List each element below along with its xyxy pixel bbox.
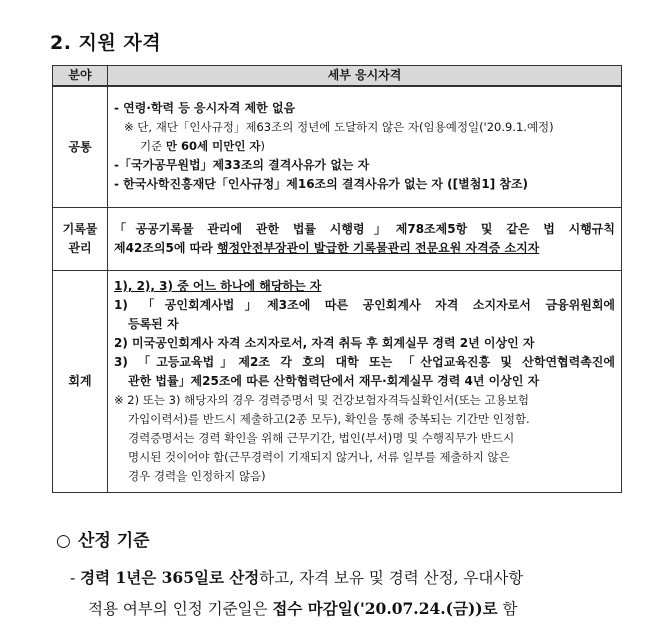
header-detail: 세부 응시자격 xyxy=(108,66,622,87)
header-category: 분야 xyxy=(53,66,108,87)
category-records-l2: 관리 xyxy=(68,241,92,255)
criteria-line-1-bold: 경력 1년은 365일로 산정 xyxy=(80,568,260,587)
criteria-line-1 xyxy=(70,566,523,588)
accounting-line-4: 2) 미국공인회계사 자격 소지자로서, 자격 취득 후 회계실무 경력 2년 이상인 자 xyxy=(114,336,535,350)
common-note-2-post: ) xyxy=(260,138,266,153)
accounting-note-4: 명시된 것이어야 함(근무경력이 기재되지 않거나, 서류 일부를 제출하지 않은 xyxy=(128,450,510,464)
category-common: 공통 xyxy=(53,86,108,208)
category-records xyxy=(53,208,108,271)
common-line-3: -「국가공무원법」제33조의 결격사유가 없는 자 xyxy=(114,157,370,172)
accounting-line-6: 관한 법률」제25조에 따른 산학협력단에서 재무·회계실무 경력 4년 이상인 자 xyxy=(128,374,540,388)
accounting-line-2: 1) 「공인회계사법」제3조에 따른 공인회계사 자격 소지자로서 금융위원회에 xyxy=(114,298,615,312)
table-row-records xyxy=(53,208,622,271)
common-note-2-pre: 기준 xyxy=(140,138,166,153)
common-note-1: ※ 단, 재단「인사규정」제63조의 정년에 도달하지 않은 자(임용예정일('20.9.1.예정) xyxy=(124,119,554,134)
category-accounting: 회계 xyxy=(53,271,108,493)
criteria-line-2-pre: 적용 여부의 인정 기준일은 xyxy=(88,600,273,618)
table-header-row xyxy=(53,66,622,87)
circle-bullet-icon: ○ xyxy=(56,531,71,551)
common-line-1: - 연령·학력 등 응시자격 제한 없음 xyxy=(114,100,296,115)
accounting-note-3: 경력증명서는 경력 확인을 위해 근무기간, 법인(부서)명 및 수행직무가 반드시 xyxy=(128,431,515,445)
criteria-heading xyxy=(56,526,150,551)
criteria-line-2-bold: 접수 마감일('20.07.24.(금))로 xyxy=(272,599,498,618)
table-row-accounting xyxy=(53,271,622,493)
detail-accounting xyxy=(108,271,622,493)
criteria-title: 산정 기준 xyxy=(78,531,150,551)
accounting-line-1: 1), 2), 3) 중 어느 하나에 해당하는 자 xyxy=(114,279,322,293)
common-line-4: - 한국사학진흥재단「인사규정」제16조의 결격사유가 없는 자 ([별첨1] 참조) xyxy=(114,176,529,191)
accounting-line-3: 등록된 자 xyxy=(128,317,179,331)
table-row-common xyxy=(53,86,622,208)
criteria-line-2-post: 함 xyxy=(497,600,518,618)
common-note-2-bold: 만 60세 미만인 자 xyxy=(165,138,261,153)
records-line-2-underlined: 행정안전부장관이 발급한 기록물관리 전문요원 자격증 소지자 xyxy=(216,241,540,255)
common-note-2 xyxy=(114,137,615,156)
accounting-note-1: ※ 2) 또는 3) 해당자의 경우 경력증명서 및 건강보험자격득실확인서(또는 고용보험 xyxy=(114,393,530,407)
records-line-2-pre: 제42조의5에 따라 xyxy=(114,241,217,255)
records-line-2 xyxy=(114,239,615,258)
category-records-l1: 기록물 xyxy=(62,222,98,236)
detail-records xyxy=(108,208,622,271)
criteria-line-1-rest: 하고, 자격 보유 및 경력 산정, 우대사항 xyxy=(259,569,524,587)
criteria-line-1-dash: - xyxy=(70,569,81,587)
records-line-1: 「공공기록물 관리에 관한 법률 시행령」제78조제5항 및 같은 법 시행규칙 xyxy=(114,222,615,236)
accounting-line-5: 3) 「고등교육법」제2조 각 호의 대학 또는 「산업교육진흥 및 산학연협력촉진에 xyxy=(114,355,615,369)
section-title: 2. 지원 자격 xyxy=(50,32,162,54)
qualification-table xyxy=(52,65,622,493)
accounting-note-5: 경우 경력을 인정하지 않음) xyxy=(128,469,266,483)
criteria-line-2 xyxy=(88,597,518,619)
detail-common xyxy=(108,86,622,208)
accounting-note-2: 가입이력서)를 반드시 제출하고(2종 모두), 확인을 통해 중복되는 기간만 인정함. xyxy=(128,412,530,426)
